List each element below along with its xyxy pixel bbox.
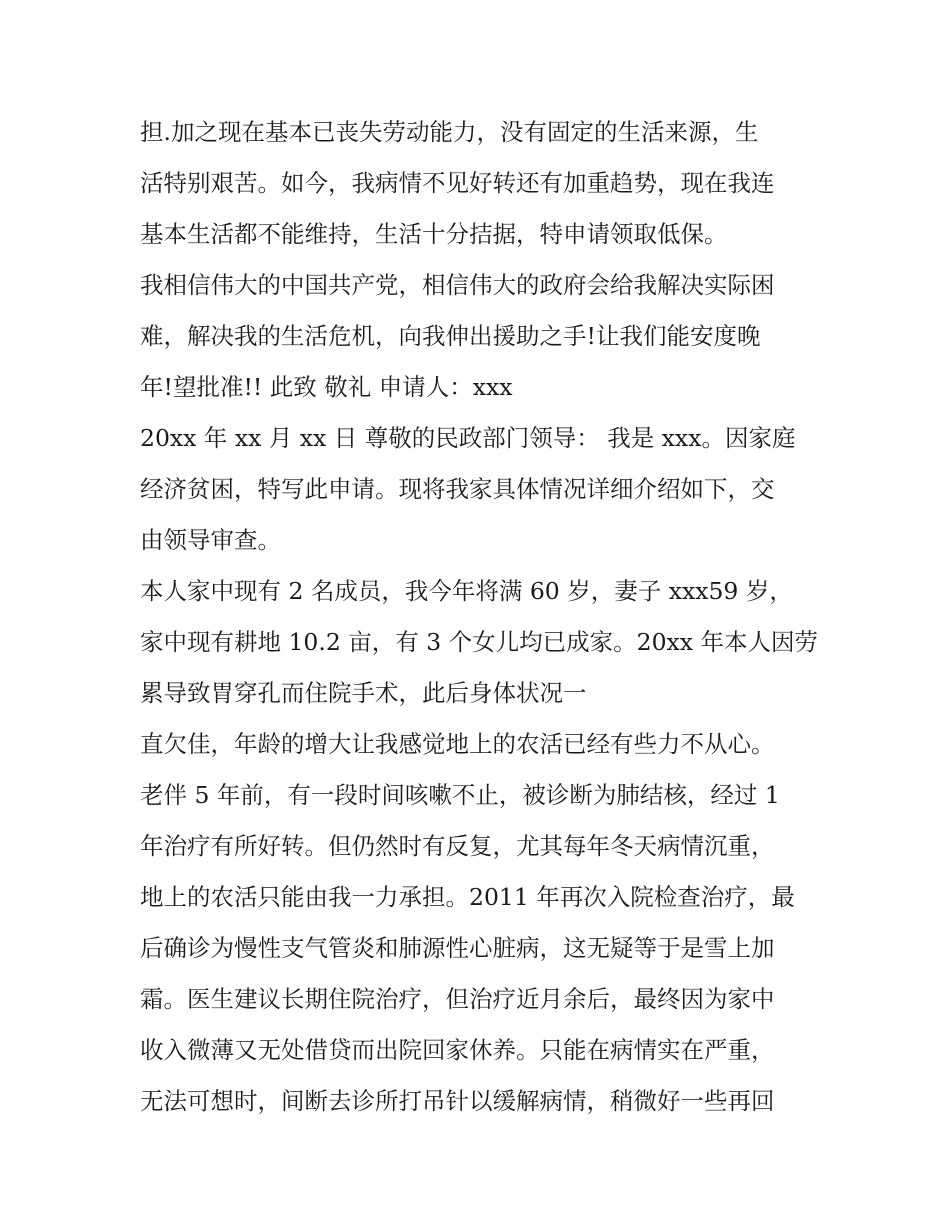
text-line: 地上的农活只能由我一力承担。2011 年再次入院检查治疗，最 — [140, 883, 795, 911]
text-line: 霜。医生建议长期住院治疗，但治疗近月余后，最终因为家中 — [140, 985, 775, 1013]
text-line: 累导致胃穿孔而住院手术，此后身体状况一 — [140, 679, 587, 707]
text-line: 我相信伟大的中国共产党，相信伟大的政府会给我解决实际困 — [140, 271, 775, 299]
text-line: 难，解决我的生活危机，向我伸出援助之手!让我们能安度晚 — [140, 322, 761, 350]
text-line: 基本生活都不能维持，生活十分拮据，特申请领取低保。 — [140, 220, 728, 248]
text-line: 由领导审查。 — [140, 526, 281, 554]
text-line: 收入微薄又无处借贷而出院回家休养。只能在病情实在严重， — [140, 1036, 775, 1064]
text-line: 家中现有耕地 10.2 亩，有 3 个女儿均已成家。20xx 年本人因劳 — [140, 628, 819, 656]
text-line: 后确诊为慢性支气管炎和肺源性心脏病，这无疑等于是雪上加 — [140, 934, 775, 962]
body-text — [140, 107, 820, 1127]
text-line: 活特别艰苦。如今，我病情不见好转还有加重趋势，现在我连 — [140, 169, 775, 197]
text-line: 20xx 年 xx 月 xx 日 尊敬的民政部门领导： 我是 xxx。因家庭 — [140, 424, 796, 452]
text-line: 老伴 5 年前，有一段时间咳嗽不止，被诊断为肺结核，经过 1 — [140, 781, 780, 809]
text-line: 担.加之现在基本已丧失劳动能力，没有固定的生活来源，生 — [140, 118, 759, 146]
text-line: 年!望批准!! 此致 敬礼 申请人：xxx — [140, 373, 513, 401]
text-line: 年治疗有所好转。但仍然时有反复，尤其每年冬天病情沉重， — [140, 832, 775, 860]
text-line: 本人家中现有 2 名成员，我今年将满 60 岁，妻子 xxx59 岁， — [140, 577, 793, 605]
text-line: 经济贫困，特写此申请。现将我家具体情况详细介绍如下，交 — [140, 475, 775, 503]
text-line: 直欠佳，年龄的增大让我感觉地上的农活已经有些力不从心。 — [140, 730, 775, 758]
text-line: 无法可想时，间断去诊所打吊针以缓解病情，稍微好一些再回 — [140, 1087, 775, 1115]
